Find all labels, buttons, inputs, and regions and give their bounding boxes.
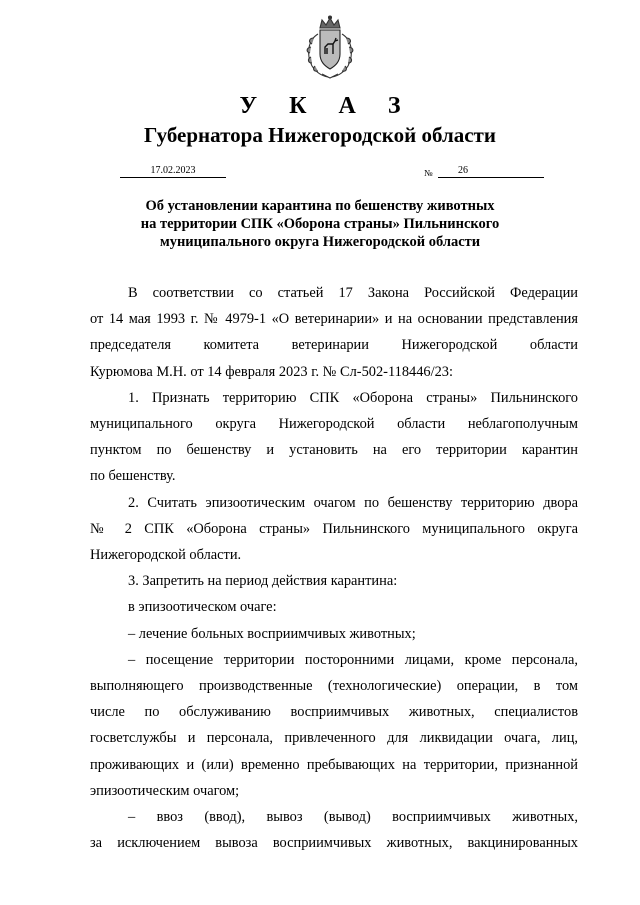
- text-line: председателя комитета ветеринарии Нижегородской области: [90, 337, 578, 354]
- text-line: Курюмова М.Н. от 14 февраля 2023 г. № Сл-502-118446/23:: [90, 363, 453, 380]
- text-line: муниципального округа Нижегородской области неблагополучным: [90, 416, 578, 433]
- item-2-paragraph: [90, 490, 578, 569]
- subject-line: Об установлении карантина по бешенству животных: [145, 198, 495, 214]
- coat-of-arms-emblem: [300, 14, 360, 80]
- text-line: 3. Запретить на период действия карантина:: [128, 573, 398, 590]
- in-focus-paragraph: [90, 594, 578, 620]
- text-line: проживающих и (или) временно пребывающих на территории, признанной: [90, 756, 578, 773]
- subject-line: на территории СПК «Оборона страны» Пильнинского: [140, 216, 500, 232]
- text-line: числе по обслуживанию восприимчивых животных, специалистов: [90, 704, 578, 721]
- text-line: от 14 мая 1993 г. № 4979-1 «О ветеринарии» и на основании представления: [90, 311, 578, 328]
- bullet-2-paragraph: [90, 647, 578, 804]
- text-line: Нижегородской области.: [90, 547, 242, 564]
- bullet-1-paragraph: [90, 621, 578, 647]
- text-line: – ввоз (ввод), вывоз (вывод) восприимчивых животных,: [128, 809, 578, 826]
- number-label: №: [424, 168, 433, 178]
- subject-line: муниципального округа Нижегородской области: [159, 234, 481, 250]
- item-1-paragraph: [90, 385, 578, 490]
- text-line: выполняющего производственные (технологические) операции, в том: [90, 678, 578, 695]
- text-line: по бешенству.: [90, 468, 176, 485]
- decree-number: 26: [458, 165, 468, 176]
- decree-issuer: Губернатора Нижегородской области: [144, 123, 496, 147]
- text-line: – посещение территории посторонними лицами, кроме персонала,: [128, 651, 578, 668]
- text-line: пунктом по бешенству и установить на его территории карантин: [90, 442, 578, 459]
- text-line: госветслужбы и персонала, привлеченного для ликвидации очага, лиц,: [90, 730, 578, 747]
- decree-title: У К А З: [239, 93, 414, 119]
- text-line: за исключением вывоза восприимчивых животных, вакцинированных: [90, 835, 578, 852]
- text-line: эпизоотическим очагом;: [90, 782, 240, 799]
- bullet-3-paragraph: [90, 804, 578, 856]
- text-line: № 2 СПК «Оборона страны» Пильнинского муниципального округа: [90, 520, 578, 537]
- text-line: 2. Считать эпизоотическим очагом по бешенству территорию двора: [128, 494, 578, 511]
- decree-date: 17.02.2023: [120, 165, 226, 178]
- intro-paragraph: [90, 280, 578, 385]
- decree-number-field: [438, 165, 544, 178]
- text-line: – лечение больных восприимчивых животных;: [128, 625, 416, 642]
- item-3-paragraph: [90, 568, 578, 594]
- decree-subject: [0, 197, 640, 251]
- text-line: 1. Признать территорию СПК «Оборона страны» Пильнинского: [128, 389, 578, 406]
- text-line: в эпизоотическом очаге:: [128, 599, 277, 616]
- text-line: В соответствии со статьей 17 Закона Российской Федерации: [128, 285, 578, 301]
- decree-body: [90, 280, 578, 856]
